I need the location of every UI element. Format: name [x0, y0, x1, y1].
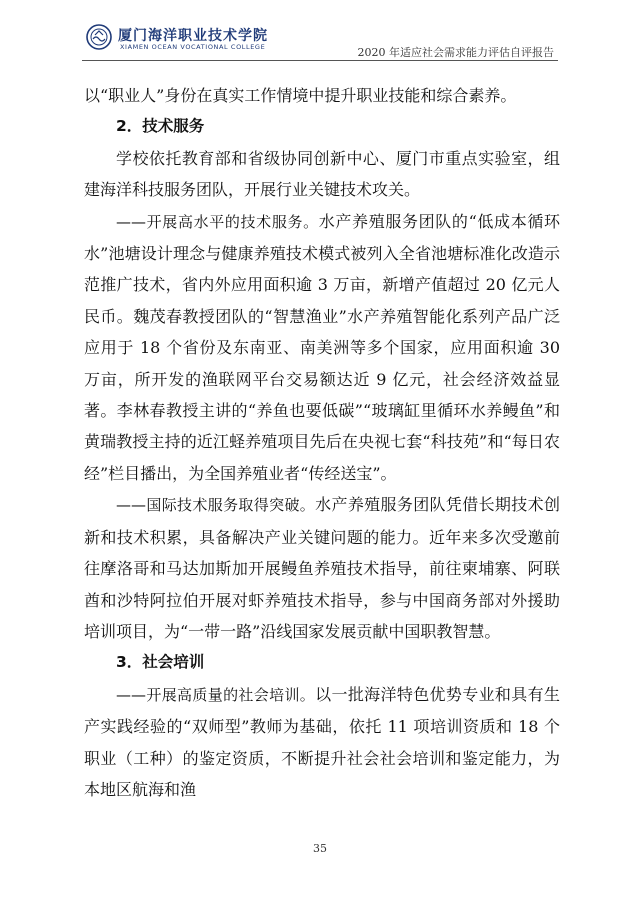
- paragraph-tech-team: 学校依托教育部和省级协同创新中心、厦门市重点实验室，组建海洋科技服务团队，开展行业关键技术攻关。: [84, 148, 560, 200]
- paragraph-international-service: [84, 489, 560, 647]
- page-header: [0, 0, 640, 62]
- paragraph-text: 以一批海洋特色优势专业和具有生产实践经验的“双师型”教师为基础，依托 11 项培训资质和 18 个职业（工种）的鉴定资质，不断提升社会社会培训和鉴定能力，为本地区航海和渔: [84, 684, 560, 799]
- section-heading-social-training: 3．社会培训: [116, 653, 205, 672]
- header-divider: [82, 60, 558, 61]
- page-number: 35: [313, 842, 327, 855]
- school-name-en: XIAMEN OCEAN VOCATIONAL COLLEGE: [120, 43, 266, 51]
- paragraph-social-training: [84, 679, 560, 806]
- lead-phrase: ——国际技术服务取得突破。: [116, 496, 316, 515]
- paragraph-text: 水产养殖服务团队的“低成本循环水”池塘设计理念与健康养殖技术模式被列入全省池塘标准化改造示范推广技术，省内外应用面积逾 3 万亩，新增产值超过 20 亿元人民币。魏茂春教授团队的“智慧渔业”水产养殖智能化系列产品广泛应用于 18 个省份及东南亚、南美洲等多个国家，应用面积逾 30 万亩，所开发的渔联网平台交易额达近 9 亿元，社会经济效益显著。李林春教授主讲的“养鱼也要低碳”“玻璃缸里循环水养鳗鱼”和黄瑞教授主持的近江蛏养殖项目先后在央视七套“科技苑”和“每日农经”栏目播出，为全国养殖业者“传经送宝”。: [84, 211, 560, 483]
- lead-phrase: ——开展高水平的技术服务。: [116, 212, 319, 231]
- paragraph-high-level-service: [84, 206, 560, 490]
- document-body: [84, 80, 560, 805]
- paragraph-text: 水产养殖服务团队凭借长期技术创新和技术积累，具备解决产业关键问题的能力。近年来多次受邀前往摩洛哥和马达加斯加开展鳗鱼养殖技术指导，前往柬埔寨、阿联酋和沙特阿拉伯开展对虾养殖技术指导，参与中国商务部对外援助培训项目，为“一带一路”沿线国家发展贡献中国职教智慧。: [84, 495, 560, 641]
- school-name: 厦门海洋职业技术学院: [118, 28, 268, 44]
- report-title: 2020 年适应社会需求能力评估自评报告: [357, 46, 554, 59]
- paragraph-continuation: 以“职业人”身份在真实工作情境中提升职业技能和综合素养。: [84, 86, 517, 105]
- lead-phrase: ——开展高质量的社会培训。: [116, 685, 316, 704]
- section-heading-tech-service: 2．技术服务: [116, 117, 205, 136]
- school-seal-icon: [86, 24, 112, 50]
